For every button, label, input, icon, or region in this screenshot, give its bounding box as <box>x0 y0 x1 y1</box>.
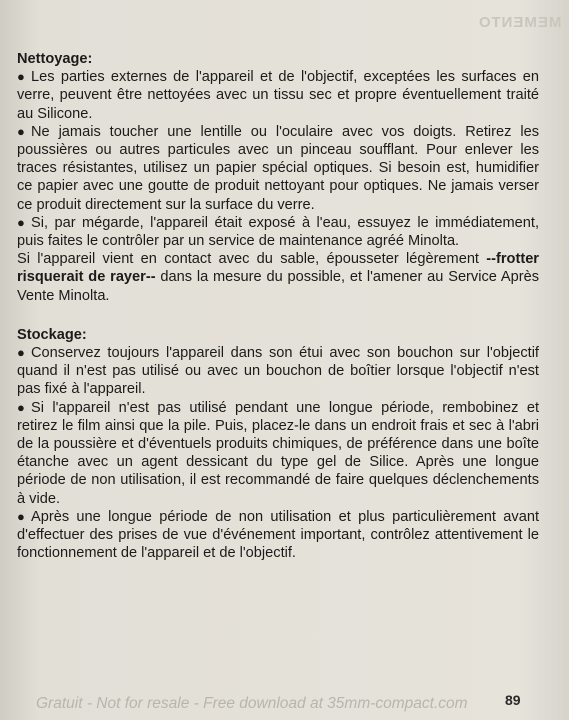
footer-watermark: Gratuit - Not for resale - Free download at 35mm-compact.com <box>36 695 468 712</box>
bullet-item <box>17 399 539 508</box>
bullet-item <box>17 214 539 250</box>
item-text: Après une longue période de non utilisation et plus particulièrement avant d'effectuer des prises de vue d'événement important, contrôlez attentivement le fonctionnement de l'appareil et de l'objectif. <box>17 508 539 562</box>
section-heading: Nettoyage: <box>17 51 93 67</box>
bullet-icon: ● <box>17 399 25 415</box>
item-text: Ne jamais toucher une lentille ou l'oculaire avec vos doigts. Retirez les poussières ou autres particules avec un pinceau soufflant. Pour enlever les traces résistantes, utilisez un papier spécial optiques. Si besoin est, humidifier ce papier avec une goutte de produit nettoyant pour optiques. Ne jamais verser ce produit directement sur la surface du verre. <box>17 123 539 213</box>
section-heading: Stockage: <box>17 326 87 343</box>
section-stockage <box>17 326 539 563</box>
bullet-item <box>17 508 539 563</box>
bullet-item <box>17 123 539 214</box>
bullet-icon: ● <box>17 345 25 361</box>
paragraph-text: Si l'appareil vient en contact avec du sable, épousseter légèrement <box>17 251 487 268</box>
page-number: 89 <box>505 692 521 708</box>
bullet-icon: ● <box>17 123 25 139</box>
bullet-icon: ● <box>17 214 25 230</box>
bullet-item <box>17 68 539 123</box>
bullet-icon: ● <box>17 69 25 85</box>
page-content <box>17 50 539 562</box>
section-nettoyage <box>17 50 539 305</box>
item-text: Conservez toujours l'appareil dans son étui avec son bouchon sur l'objectif quand il n'est pas utilisé ou avec un bouchon de boîtier lorsque l'objectif n'est pas fixé à l'appareil. <box>17 345 539 398</box>
bullet-item <box>17 344 539 399</box>
item-text: Si l'appareil n'est pas utilisé pendant une longue période, rembobinez et retirez le film ainsi que la pile. Puis, placez-le dans un endroit frais et sec à l'abri de la poussière et d'éventuels produits chimiques, de préférence dans une boîte étanche avec un agent dessicant du type gel de Silice. Après une longue période de non utilisation, il est recommandé de faire quelques déclenchements à vide. <box>17 399 539 507</box>
bold-warning: --frotter risquerait de rayer-- <box>17 251 539 286</box>
header-bleed-through: MEMENTO <box>477 14 561 31</box>
item-text: Les parties externes de l'appareil et de l'objectif, exceptées les surfaces en verre, peuvent être nettoyées avec un tissu sec et propre éventuellement traité au Silicone. <box>17 69 539 122</box>
bullet-icon: ● <box>17 508 25 524</box>
paragraph-text: dans la mesure du possible, et l'amener au Service Après Vente Minolta. <box>17 269 539 304</box>
paragraph-sand <box>17 250 539 305</box>
item-text: Si, par mégarde, l'appareil était exposé à l'eau, essuyez le immédiatement, puis faites le contrôler par un service de maintenance agréé Minolta. <box>17 214 539 250</box>
